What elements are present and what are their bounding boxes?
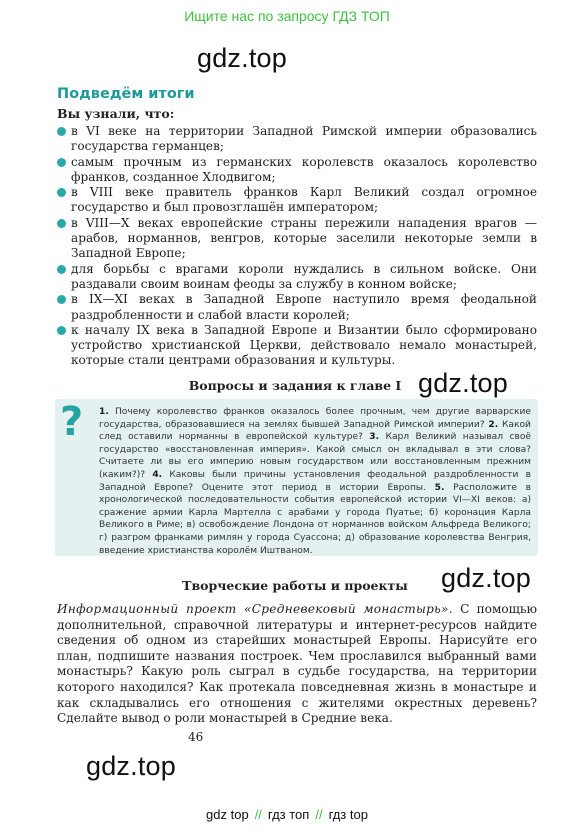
- list-item: [57, 323, 537, 369]
- bullet-dot-icon: [57, 127, 66, 136]
- list-item-text: к началу IX века в Западной Европе и Византии было сформировано устройство христианской Церкви, действовало немало монастырей, которые стали центрами образования и культуры.: [71, 322, 537, 368]
- bullet-dot-icon: [57, 158, 66, 167]
- question-number: 1.: [99, 407, 109, 417]
- bullet-dot-icon: [57, 219, 66, 228]
- question-text: Какой след оставили норманны в европейской культуре?: [99, 419, 531, 443]
- list-item: [57, 292, 537, 323]
- watermark: gdz.top: [86, 751, 176, 781]
- bullet-dot-icon: [57, 326, 66, 335]
- questions-title: Вопросы и задания к главе I: [188, 378, 402, 393]
- project-lead: Информационный проект «Средневековый монастырь».: [57, 602, 453, 616]
- question-text: Расположите в хронологической последовательности события европейской истории VI—XI веков: а) сражение армии Карла Мартелла с арабами у города Пуатье; б) коронация Карла Великого в Риме; в) освобождение Лондона от норманнов войском Альфреда Великого; г) разгром франками римлян у города Суассона; д) образование королевства Венгрия, введение христианства королём Иштваном.: [99, 482, 531, 556]
- question-text: Почему королевство франков оказалось более прочным, чем другие варварские государства, образовавшиеся на землях бывшей Западной Римской империи?: [99, 407, 531, 430]
- bullet-dot-icon: [57, 265, 66, 274]
- question-text: Карл Великий называл своё государство «восстановленная империя». Какой смысл он вкладывал в эти слова? Считаете ли вы его империю новым государством или восстановленным прежним (каким?)?: [99, 432, 531, 480]
- list-item-text: в IX—XI веках в Западной Европе наступило время феодальной раздробленности и слабой власти королей;: [71, 292, 537, 322]
- footer-link[interactable]: gdz top: [206, 807, 249, 822]
- list-item: [57, 124, 537, 155]
- bullet-dot-icon: [57, 295, 66, 304]
- watermark: gdz.top: [441, 563, 531, 593]
- list-item: [57, 216, 537, 262]
- project-text: [57, 602, 537, 727]
- footer-link[interactable]: гдз top: [328, 807, 368, 822]
- list-item: [57, 185, 537, 216]
- summary-intro: Вы узнали, что:: [57, 106, 175, 121]
- list-item-text: в VI веке на территории Западной Римской империи образовались государства германцев;: [71, 124, 537, 154]
- project-body: С помощью дополнительной, справочной литературы и интернет-ресурсов найдите сведения об одном из старейших монастырей Европы. Нарисуйте его план, подпишите названия построек. Чем прославился выбранный вами монастырь? Какую роль сыграл в судьбе государства, на территории которого находился? Как протекала повседневная жизнь в монастыре и как складывались его отношения с жителями окрестных деревень? Сделайте вывод о роли монастырей в Средние века.: [57, 602, 537, 726]
- list-item: [57, 262, 537, 293]
- question-text: Каковы были причины установления феодальной раздробленности в Западной Европе? Оцените этот период в истории Европы.: [99, 469, 531, 493]
- watermark: gdz.top: [197, 43, 287, 73]
- footer-link[interactable]: гдз топ: [267, 807, 310, 822]
- footer-links: [0, 807, 574, 822]
- watermark: gdz.top: [418, 368, 508, 398]
- question-mark-icon: ?: [60, 399, 84, 445]
- list-item: [57, 155, 537, 186]
- list-item-text: для борьбы с врагами короли нуждались в сильном войске. Они раздавали своим воинам феоды за службу в конном войске;: [71, 261, 537, 291]
- questions-text: [99, 406, 531, 557]
- question-number: 5.: [434, 482, 445, 493]
- projects-title: Творческие работы и проекты: [182, 578, 408, 593]
- question-number: 4.: [152, 469, 163, 480]
- page-number: 46: [188, 730, 204, 744]
- footer-separator: //: [254, 807, 262, 822]
- list-item-text: самым прочным из германских королевств оказалось королевство франков, созданное Хлодвигом;: [71, 154, 537, 184]
- bullet-dot-icon: [57, 188, 66, 197]
- list-item-text: в VIII—X веках европейские страны пережили нападения врагов — арабов, норманнов, венгров, которые заселили некоторые земли в Западной Европе;: [71, 215, 537, 261]
- question-number: 2.: [488, 419, 499, 430]
- top-banner[interactable]: Ищите нас по запросу ГДЗ ТОП: [184, 8, 390, 24]
- footer-separator: //: [315, 807, 323, 822]
- question-number: 3.: [369, 432, 380, 443]
- list-item-text: в VIII веке правитель франков Карл Великий создал огромное государство и был провозглашён императором;: [71, 185, 537, 215]
- summary-list: [57, 124, 537, 369]
- summary-heading: Подведём итоги: [57, 86, 195, 102]
